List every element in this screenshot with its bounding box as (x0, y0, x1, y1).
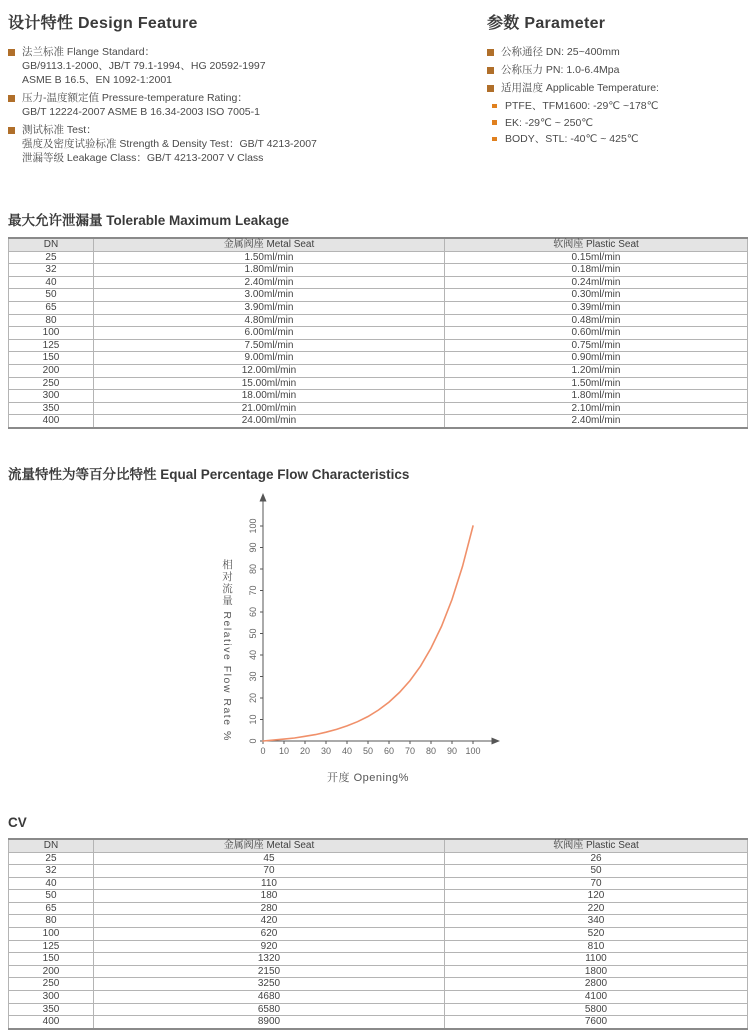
table-row (9, 902, 748, 915)
table-row (9, 377, 748, 390)
parameter-line: 公称通径 DN: 25~400mm (501, 46, 620, 58)
table-cell: 1.50ml/min (93, 251, 444, 264)
feature-line: 测试标准 Test： (22, 124, 97, 136)
bullet-square-icon (8, 127, 15, 134)
table-row (9, 965, 748, 978)
table-cell: 9.00ml/min (93, 352, 444, 365)
table-cell: 120 (445, 890, 748, 903)
parameter-subitem-body-stl (487, 132, 748, 146)
table-cell: 24.00ml/min (93, 415, 444, 428)
parameter-section (487, 8, 748, 149)
table-row (9, 928, 748, 941)
y-tick-label: 100 (248, 518, 258, 534)
bullet-square-icon (487, 67, 494, 74)
table-cell: 200 (9, 965, 94, 978)
x-tick-label: 20 (299, 745, 311, 756)
table-cell: 340 (445, 915, 748, 928)
table-row (9, 953, 748, 966)
flow-characteristics-section (8, 463, 748, 799)
table-cell: 520 (445, 928, 748, 941)
bullet-square-icon (487, 85, 494, 92)
table-header-row (9, 839, 748, 852)
table-cell: 2150 (93, 965, 444, 978)
table-cell: 300 (9, 390, 94, 403)
table-cell: 400 (9, 1016, 94, 1029)
table-cell: 7600 (445, 1016, 748, 1029)
y-tick-label: 90 (248, 542, 258, 553)
table-cell: 350 (9, 1003, 94, 1016)
table-cell: 110 (93, 877, 444, 890)
table-cell: 0.90ml/min (445, 352, 748, 365)
table-cell: 2.10ml/min (445, 402, 748, 415)
table-cell: 80 (9, 314, 94, 327)
table-cell: 4680 (93, 991, 444, 1004)
x-axis-title: 开度 Opening% (327, 771, 409, 784)
table-row (9, 402, 748, 415)
table-row (9, 301, 748, 314)
table-cell: 50 (445, 865, 748, 878)
table-cell: 3.00ml/min (93, 289, 444, 302)
table-row (9, 915, 748, 928)
parameter-line: PTFE、TFM1600: -29℃ ~178℃ (505, 100, 659, 112)
table-cell: 2800 (445, 978, 748, 991)
cv-table-title: CV (8, 814, 27, 830)
table-cell: 0.15ml/min (445, 251, 748, 264)
parameter-line: 适用温度 Applicable Temperature: (501, 82, 659, 94)
x-axis-arrow-icon (492, 737, 501, 744)
table-row (9, 890, 748, 903)
feature-line: 强度及密度试验标准 Strength & Density Test：GB/T 4213-2007 (22, 138, 317, 150)
table-cell: 125 (9, 339, 94, 352)
table-cell: 8900 (93, 1016, 444, 1029)
table-cell: 6.00ml/min (93, 327, 444, 340)
feature-line: 压力-温度额定值 Pressure-temperature Rating： (22, 92, 248, 104)
parameter-title: 参数 Parameter (487, 15, 606, 32)
column-header: 软阀座 Plastic Seat (445, 238, 748, 251)
table-cell: 1.50ml/min (445, 377, 748, 390)
table-cell: 80 (9, 915, 94, 928)
bullet-square-icon (8, 49, 15, 56)
parameter-line: EK: -29℃ ~ 250℃ (505, 116, 594, 129)
table-cell: 2.40ml/min (445, 415, 748, 428)
feature-item-test-standard (8, 123, 487, 165)
leakage-table-title: 最大允许泄漏量 Tolerable Maximum Leakage (8, 213, 290, 228)
table-row (9, 352, 748, 365)
table-row (9, 364, 748, 377)
table-cell: 70 (93, 865, 444, 878)
table-cell: 220 (445, 902, 748, 915)
sub-bullet-square-icon (492, 137, 497, 142)
x-tick-label: 50 (362, 745, 374, 756)
column-header: 金属阀座 Metal Seat (93, 238, 444, 251)
chart-title: 流量特性为等百分比特性 Equal Percentage Flow Characteristics (8, 466, 410, 482)
table-cell: 5800 (445, 1003, 748, 1016)
table-cell: 250 (9, 978, 94, 991)
table-cell: 3250 (93, 978, 444, 991)
x-tick-label: 90 (446, 745, 458, 756)
table-cell: 350 (9, 402, 94, 415)
flow-characteristics-chart (163, 491, 683, 797)
table-row (9, 289, 748, 302)
table-cell: 100 (9, 327, 94, 340)
table-cell: 25 (9, 251, 94, 264)
table-row (9, 264, 748, 277)
x-tick-label: 0 (260, 745, 266, 756)
y-tick-label: 30 (248, 671, 258, 682)
table-cell: 6580 (93, 1003, 444, 1016)
table-row (9, 276, 748, 289)
top-columns (8, 8, 748, 169)
table-row (9, 390, 748, 403)
y-tick-label: 70 (248, 585, 258, 596)
table-cell: 4.80ml/min (93, 314, 444, 327)
table-cell: 100 (9, 928, 94, 941)
y-tick-label: 20 (248, 692, 258, 703)
column-header: 金属阀座 Metal Seat (93, 839, 444, 852)
table-cell: 810 (445, 940, 748, 953)
parameter-line: 公称压力 PN: 1.0-6.4Mpa (501, 64, 620, 76)
table-row (9, 865, 748, 878)
table-row (9, 978, 748, 991)
feature-item-flange-standard (8, 45, 487, 87)
table-cell: 18.00ml/min (93, 390, 444, 403)
table-cell: 65 (9, 301, 94, 314)
bullet-square-icon (487, 49, 494, 56)
y-axis-arrow-icon (260, 493, 267, 502)
table-cell: 50 (9, 289, 94, 302)
table-cell: 0.24ml/min (445, 276, 748, 289)
table-cell: 15.00ml/min (93, 377, 444, 390)
feature-item-pressure-temperature (8, 91, 487, 119)
chart-area (8, 491, 748, 799)
table-cell: 150 (9, 953, 94, 966)
feature-line: ASME B 16.5、EN 1092-1:2001 (22, 74, 173, 86)
x-tick-label: 10 (278, 745, 290, 756)
feature-line: 泄漏等级 Leakage Class：GB/T 4213-2007 V Class (22, 152, 264, 164)
table-cell: 1.80ml/min (445, 390, 748, 403)
table-cell: 0.60ml/min (445, 327, 748, 340)
table-cell: 300 (9, 991, 94, 1004)
design-feature-section (8, 8, 487, 169)
table-row (9, 339, 748, 352)
parameter-subitem-ek (487, 116, 748, 130)
table-row (9, 415, 748, 428)
table-cell: 0.48ml/min (445, 314, 748, 327)
table-cell: 620 (93, 928, 444, 941)
table-row (9, 251, 748, 264)
table-cell: 25 (9, 852, 94, 865)
table-cell: 65 (9, 902, 94, 915)
equal-percentage-curve (263, 526, 473, 741)
x-tick-label: 80 (425, 745, 437, 756)
table-cell: 45 (93, 852, 444, 865)
table-cell: 12.00ml/min (93, 364, 444, 377)
parameter-item-pn (487, 63, 748, 77)
table-cell: 420 (93, 915, 444, 928)
table-cell: 1320 (93, 953, 444, 966)
x-tick-label: 30 (320, 745, 332, 756)
table-cell: 1100 (445, 953, 748, 966)
y-tick-label: 40 (248, 649, 258, 660)
design-feature-title: 设计特性 Design Feature (8, 15, 198, 32)
table-cell: 40 (9, 877, 94, 890)
x-tick-label: 60 (383, 745, 395, 756)
table-cell: 125 (9, 940, 94, 953)
table-header-row (9, 238, 748, 251)
table-cell: 1.20ml/min (445, 364, 748, 377)
bullet-square-icon (8, 95, 15, 102)
table-cell: 180 (93, 890, 444, 903)
parameter-item-dn (487, 45, 748, 59)
column-header: 软阀座 Plastic Seat (445, 839, 748, 852)
y-tick-label: 60 (248, 606, 258, 617)
column-header: DN (9, 839, 94, 852)
table-row (9, 852, 748, 865)
table-cell: 40 (9, 276, 94, 289)
table-cell: 70 (445, 877, 748, 890)
table-cell: 26 (445, 852, 748, 865)
table-cell: 150 (9, 352, 94, 365)
parameter-subitem-ptfe (487, 99, 748, 113)
table-cell: 200 (9, 364, 94, 377)
table-cell: 0.75ml/min (445, 339, 748, 352)
feature-line: GB/T 12224-2007 ASME B 16.34-2003 ISO 7005-1 (22, 106, 260, 118)
leakage-section (8, 209, 748, 429)
table-row (9, 1003, 748, 1016)
table-row (9, 1016, 748, 1029)
table-cell: 2.40ml/min (93, 276, 444, 289)
parameter-item-temperature (487, 81, 748, 95)
column-header: DN (9, 238, 94, 251)
table-row (9, 877, 748, 890)
x-tick-label: 100 (465, 745, 481, 756)
table-cell: 0.30ml/min (445, 289, 748, 302)
table-cell: 4100 (445, 991, 748, 1004)
cv-section (8, 815, 748, 1030)
parameter-line: BODY、STL: -40℃ ~ 425℃ (505, 133, 639, 145)
table-cell: 1800 (445, 965, 748, 978)
y-tick-label: 10 (248, 714, 258, 725)
table-cell: 3.90ml/min (93, 301, 444, 314)
table-row (9, 327, 748, 340)
leakage-table (8, 237, 748, 429)
y-tick-label: 50 (248, 628, 258, 639)
table-row (9, 314, 748, 327)
table-row (9, 991, 748, 1004)
table-cell: 1.80ml/min (93, 264, 444, 277)
feature-line: 法兰标准 Flange Standard： (22, 46, 156, 58)
table-cell: 250 (9, 377, 94, 390)
sub-bullet-square-icon (492, 120, 497, 125)
table-cell: 32 (9, 264, 94, 277)
table-cell: 50 (9, 890, 94, 903)
table-cell: 0.39ml/min (445, 301, 748, 314)
table-cell: 400 (9, 415, 94, 428)
y-tick-label: 0 (248, 738, 258, 744)
table-cell: 21.00ml/min (93, 402, 444, 415)
table-row (9, 940, 748, 953)
table-cell: 32 (9, 865, 94, 878)
table-cell: 280 (93, 902, 444, 915)
table-cell: 920 (93, 940, 444, 953)
x-tick-label: 40 (341, 745, 353, 756)
feature-line: GB/9113.1-2000、JB/T 79.1-1994、HG 20592-1997 (22, 60, 266, 72)
table-cell: 0.18ml/min (445, 264, 748, 277)
sub-bullet-square-icon (492, 104, 497, 109)
table-cell: 7.50ml/min (93, 339, 444, 352)
x-tick-label: 70 (404, 745, 416, 756)
cv-table (8, 838, 748, 1030)
y-axis-title: 相对流量 Relative Flow Rate % (221, 558, 233, 742)
y-tick-label: 80 (248, 563, 258, 574)
